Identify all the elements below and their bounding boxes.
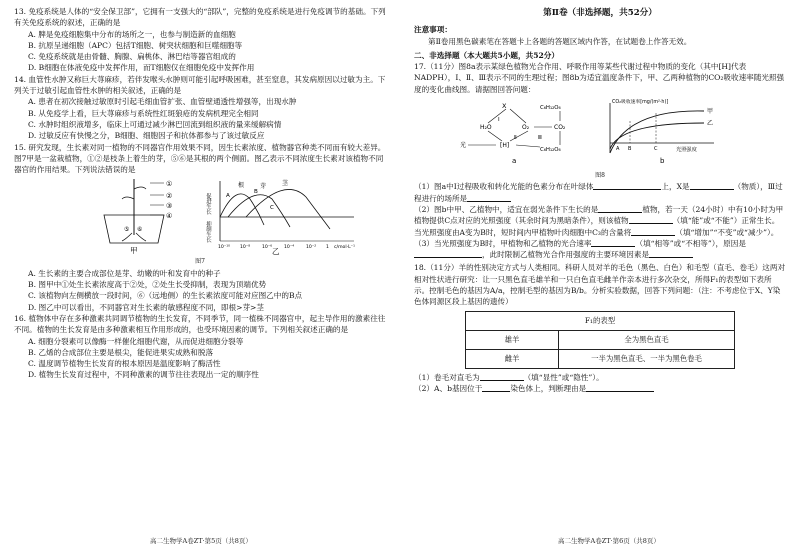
figure-8-svg [414, 97, 786, 169]
edge-4 [510, 131, 528, 141]
label-3: ③ [166, 202, 173, 211]
answer-blank[interactable] [629, 215, 673, 224]
series-jia: 甲 [707, 108, 714, 116]
answer-blank[interactable] [593, 181, 661, 190]
q16-option-d: D. 植物生长发育过程中，不同种激素的调节往往表现出一定的顺序性 [28, 370, 259, 380]
q16-option-a: A. 细胞分裂素可以像酶一样催化细胞代谢，从而促进细胞分裂等 [28, 336, 244, 346]
process-3: Ⅲ [538, 135, 542, 142]
label-1: ① [166, 180, 173, 189]
curve-stem: 茎 [282, 180, 289, 188]
q17-p3c-text: ，此时限制乙植物光合作用强度的主要环境因素是 [482, 250, 650, 260]
node-glucose-1: C₆H₁₂O₆ [540, 105, 561, 112]
point-a: A [226, 193, 230, 200]
q17-p2c-text: （填“能”或“不能”）正常生长。当光照强度由A变为B时，短时间内甲植物叶肉细胞中C₃的含量将 [414, 216, 780, 237]
q16-stem: 16. 植物体中存在多种激素共同调节植物的生长发育，不同季节，同一植株不同器官中，起主导作用的激素往往不同。植物的生长发育是由多种激素相互作用形成的，也受环境因素的调节。下列相关叙述正确的是 [14, 313, 386, 335]
q18-part2 [414, 383, 786, 394]
curve-root: 根 [238, 182, 245, 190]
right-footer: 高二生物学A卷ZT·第6页（共8页） [558, 537, 660, 545]
notes-title: 注意事项： [414, 25, 452, 35]
answer-blank[interactable] [591, 238, 635, 247]
label-jia: 甲 [130, 246, 138, 256]
b-ylabel: CO₂吸收速率[mg/(m²·h)] [612, 100, 669, 106]
node-h2o: H₂O [480, 124, 492, 132]
bud-curve [228, 195, 290, 227]
q16-option-c: C. 温度调节植物生长发育的根本原因是温度影响了酶活性 [28, 359, 221, 369]
answer-blank[interactable] [467, 193, 511, 202]
edge-5 [516, 145, 540, 147]
q14-option-d: D. 过敏反应有快慢之分，B细胞、细胞因子和抗体都参与了该过敏反应 [28, 131, 265, 141]
tick-3: 10⁻⁶ [262, 245, 273, 251]
answer-blank[interactable] [480, 372, 524, 381]
q17-part2 [414, 204, 786, 238]
point-c: C [270, 205, 274, 212]
q18-p1b-text: （填“显性”或“隐性”）。 [523, 372, 604, 382]
q15-stem: 15. 研究发现，生长素对同一植物的不同器官作用效果不同，因生长素浓度、植物器官种类不同而有较大差异。图7甲是一盆栽植物，①②是枝条上着生的芽，⑤⑥是其根的两个侧面。图乙表示不同浓度生长素对该植物不同器官的作用结果。下列说法错误的是 [14, 142, 386, 175]
point-b: B [254, 189, 258, 196]
answer-blank[interactable] [586, 383, 654, 392]
label-6: ⑥ [137, 226, 143, 234]
label-4: ④ [166, 212, 173, 221]
label-b: b [660, 157, 665, 166]
section-heading: 二、非选择题（本大题共5小题，共52分） [414, 50, 559, 60]
q18-part1 [414, 372, 786, 383]
process-1: Ⅰ [498, 117, 500, 124]
q16-option-b: B. 乙烯的合成部位主要是根尖，能促进果实成熟和脱落 [28, 347, 214, 357]
q15-option-a: A. 生长素的主要合成部位是芽、幼嫩的叶和发育中的种子 [28, 268, 221, 278]
q13-stem: 13. 免疫系统是人体的“安全保卫部”，它拥有一支强大的“部队”，完整的免疫系统是进行免疫调节的基础。下列有关免疫系统的叙述，正确的是 [14, 7, 386, 28]
q17-p3b-text: （填“相等”或“不相等”），原因是 [635, 238, 746, 248]
q14-option-c: C. 水肿时组织液增多，临床上可通过减少淋巴回流到组织液的量来缓解病情 [28, 119, 282, 129]
tick-2: 10⁻⁸ [240, 245, 251, 251]
branch-2 [122, 197, 134, 199]
q17-p1-text: （1）图a中Ⅰ过程吸收和转化光能的色素分布在叶绿体 [414, 182, 594, 192]
b-point-c: C [654, 146, 658, 153]
figure-7-caption: 图7 [195, 258, 205, 266]
q14-option-a: A. 患者在初次接触过敏原时引起毛细血管扩张、血管壁通透性增强等，出现水肿 [28, 97, 297, 107]
light-label: 光 [460, 142, 467, 150]
table-cell: 一半为黑色直毛、一半为黑色卷毛 [559, 349, 735, 368]
table-row [466, 311, 735, 330]
answer-blank[interactable] [414, 249, 482, 258]
figure-8 [414, 97, 786, 169]
tick-6: 1 [326, 245, 329, 251]
figure-7 [14, 177, 386, 255]
q14-stem: 14. 血管性水肿又称巨大荨麻疹，若伴发喉头水肿则可能引起呼吸困难，甚至窒息，其发病原因以过敏为主。下列关于过敏引起血管性水肿的相关叙述，正确的是 [14, 74, 386, 96]
b-point-b: B [628, 146, 632, 153]
q17-p1c-text: （物质），Ⅲ过程进行的场所是 [414, 182, 783, 203]
node-x: X [502, 102, 507, 111]
q17-p2d-text: （填“增加”“不变”或“减少”）。 [675, 227, 779, 237]
label-2: ② [166, 192, 173, 201]
table-cell: 全为黑色直毛 [559, 330, 735, 349]
curve-bud: 芽 [260, 183, 267, 191]
b-xlabel: 光照强度 [676, 147, 697, 154]
q15-option-c: C. 该植物向左侧横放一段时间，⑥（远地侧）的生长素浓度可能对应图乙中的B点 [28, 291, 303, 301]
left-page [14, 6, 386, 381]
tick-5: 10⁻² [306, 245, 317, 251]
node-o2: O₂ [522, 124, 530, 132]
f1-table [465, 311, 735, 369]
q15-option-b: B. 图甲中①处生长素浓度高于②处，②处生长受抑制，表现为顶端优势 [28, 280, 267, 290]
answer-blank[interactable] [631, 227, 675, 236]
metabolism-diagram [460, 102, 566, 165]
q14-option-b: B. 从免疫学上看，巨大荨麻疹与系统性红斑狼疮的发病机理完全相同 [28, 108, 259, 118]
plant-diagram [104, 179, 172, 255]
table-row [466, 349, 735, 368]
edge-2 [510, 109, 526, 123]
right-page [414, 6, 786, 394]
q17-p3-text: （3）当光照强度为B时，甲植物和乙植物的光合速率 [414, 238, 592, 248]
q17-part1 [414, 181, 786, 204]
table-title: F₁的表型 [466, 311, 735, 330]
left-footer: 高二生物学A卷ZT·第5页（共8页） [150, 537, 252, 545]
q13-option-b: B. 抗原呈递细胞（APC）包括T细胞、树突状细胞和巨噬细胞等 [28, 40, 243, 50]
node-h: [H] [500, 142, 510, 150]
co2-uptake-chart [610, 98, 714, 165]
dose-response-chart [205, 179, 355, 255]
q15-option-d: D. 图乙中可以看出，不同器官对生长素的敏感程度不同，即根>芽>茎 [28, 302, 264, 312]
q13-option-c: C. 免疫系统就是由骨髓、胸腺、扁桃体、淋巴结等器官组成的 [28, 52, 236, 62]
label-a: a [512, 157, 517, 166]
answer-blank[interactable] [598, 204, 642, 213]
tick-4: 10⁻⁴ [284, 245, 295, 251]
q17-p2-text: （2）图b中甲、乙植物中，适宜在弱光条件下生长的是 [414, 204, 599, 214]
y-label-down: 抑制生长 [205, 221, 211, 244]
q17-p2b-text: 植物，若一天（24小时）中有10小时为甲植物提供C点对应的光照强度（其余时间为黑暗条件），则该植物 [414, 204, 784, 226]
q18-p2b-text: 染色体上，判断理由是 [510, 383, 587, 393]
notes-body: 第Ⅱ卷用黑色碳素笔在答题卡上各题的答题区域内作答，在试题卷上作答无效。 [428, 36, 692, 46]
label-yi: 乙 [272, 247, 280, 256]
edge-3 [488, 131, 502, 141]
series-yi: 乙 [707, 120, 714, 128]
part-two-title: 第Ⅱ卷（非选择题，共52分） [543, 8, 657, 18]
q18-p2-text: （2）A、b基因位于 [414, 383, 483, 393]
edge-1 [488, 109, 506, 123]
q13-option-a: A. 脾是免疫细胞集中分布的场所之一，也参与制造新的血细胞 [28, 29, 236, 39]
tick-1: 10⁻¹⁰ [218, 245, 230, 251]
label-5: ⑤ [124, 226, 130, 234]
q18-stem: 18.（11分）羊的性别决定方式与人类相同。科研人员对羊的毛色（黑色、白色）和毛型（直毛、卷毛）这两对相对性状进行研究：让一只黑色直毛雄羊和一只白色直毛雌羊作亲本进行多次杂交，所得F₁的表型如下表所示。控制毛色的基因为A/a，控制毛型的基因为B/b。分析实验数据，回答下列问题：（注：不考虑位于X、Y染色体同源区段上基因的遗传） [414, 263, 786, 307]
y-label-up: 促进生长 [205, 193, 211, 216]
table-cell: 雄羊 [466, 330, 559, 349]
answer-blank[interactable] [482, 383, 510, 392]
q17-p1b-text: 上，X是 [661, 182, 690, 192]
q17-stem: 17.（11分）图8a表示某绿色植物光合作用、呼吸作用等某些代谢过程中物质的变化（其中[H]代表NADPH），Ⅰ、Ⅱ、Ⅲ表示不同的生理过程；图8b为适宜温度条件下，甲、乙两种植物的CO₂吸收速率随光照强度的变化曲线图。请据图回答问题： [414, 62, 785, 94]
table-row [466, 330, 735, 349]
figure-8-caption: 图8 [595, 172, 605, 180]
table-cell: 雌羊 [466, 349, 559, 368]
node-co2: CO₂ [554, 124, 566, 132]
q13-option-d: D. B细胞在体液免疫中发挥作用，而T细胞仅在细胞免疫中发挥作用 [28, 63, 255, 73]
node-glucose-2: C₆H₁₂O₆ [540, 147, 561, 154]
answer-blank[interactable] [649, 249, 693, 258]
figure-7-svg [14, 177, 386, 255]
x-unit: c/mol·L⁻¹ [334, 245, 355, 251]
q17-part3 [414, 238, 786, 261]
q18-p1-text: （1）卷毛对直毛为 [414, 372, 480, 382]
b-point-a: A [616, 146, 620, 153]
branch-1 [134, 187, 146, 189]
answer-blank[interactable] [690, 181, 734, 190]
